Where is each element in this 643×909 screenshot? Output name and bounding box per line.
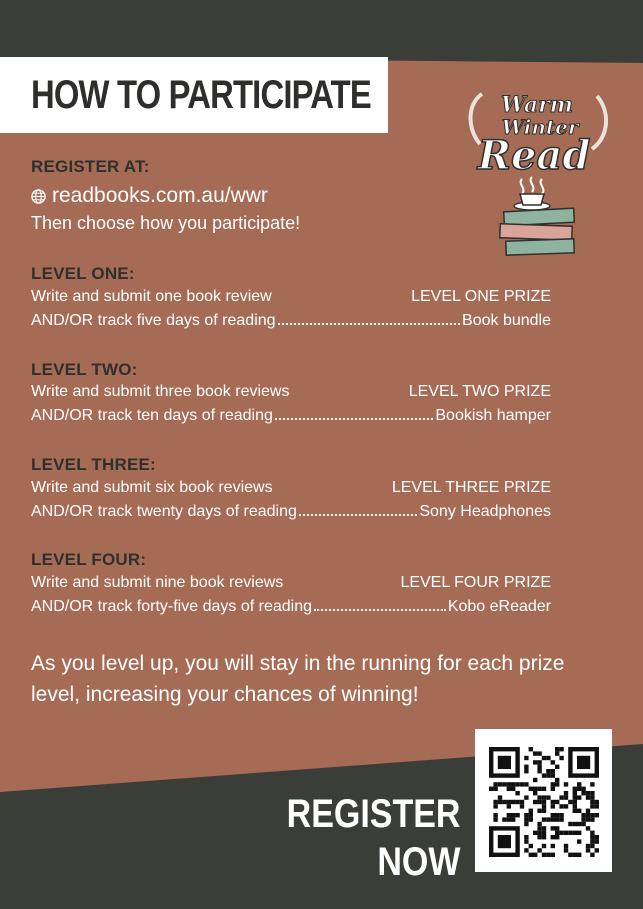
level-track-text: AND/OR track forty-five days of reading (31, 598, 312, 615)
level-review-line (31, 479, 551, 497)
level-track-line (31, 598, 551, 616)
closing-message: As you level up, you will stay in the running for each prize level, increasing your chances of winning! (31, 652, 565, 706)
level-track-line (31, 503, 551, 521)
level-prize-label: LEVEL ONE PRIZE (411, 288, 551, 305)
register-now-cta[interactable] (286, 790, 460, 886)
logo-line-3: Read (477, 132, 591, 179)
leader-dots (275, 418, 433, 420)
page-title: HOW TO PARTICIPATE (31, 73, 371, 117)
globe-icon (31, 189, 46, 204)
register-at-label: REGISTER AT: (31, 157, 150, 176)
level-track-text: AND/OR track twenty days of reading (31, 503, 297, 520)
logo-line-2: Winter (501, 115, 579, 139)
level-review-text: Write and submit six book reviews (31, 479, 273, 496)
level-track-text: AND/OR track ten days of reading (31, 407, 273, 424)
logo-line-1: Warm (501, 92, 573, 118)
coffee-books-icon (462, 84, 612, 264)
leader-dots (278, 323, 460, 325)
register-url-text[interactable]: readbooks.com.au/wwr (52, 184, 268, 207)
cta-line-1[interactable]: REGISTER (286, 792, 460, 836)
level-review-line (31, 574, 551, 592)
leader-dots (314, 609, 446, 611)
level-prize: Kobo eReader (447, 598, 551, 615)
qr-code-image[interactable] (475, 729, 612, 872)
level-prize: Book bundle (462, 312, 551, 329)
cta-line-2[interactable]: NOW (376, 840, 460, 884)
level-prize-label: LEVEL THREE PRIZE (391, 479, 551, 496)
level-review-text: Write and submit one book review (31, 288, 272, 305)
level-prize: Sony Headphones (419, 503, 551, 520)
level-review-text: Write and submit nine book reviews (31, 574, 284, 591)
level-track-line (31, 312, 551, 330)
register-url[interactable] (31, 184, 268, 208)
level-heading: LEVEL THREE: (31, 455, 156, 474)
qr-code[interactable] (475, 729, 612, 872)
level-prize: Bookish hamper (435, 407, 551, 424)
level-track-line (31, 407, 551, 425)
level-review-line (31, 288, 551, 306)
level-prize-label: LEVEL FOUR PRIZE (400, 574, 551, 591)
level-review-line (31, 383, 551, 401)
level-prize-label: LEVEL TWO PRIZE (408, 383, 551, 400)
level-review-text: Write and submit three book reviews (31, 383, 290, 400)
level-heading: LEVEL ONE: (31, 264, 135, 283)
leader-dots (299, 514, 417, 516)
level-heading: LEVEL FOUR: (31, 550, 147, 569)
participate-subtext: Then choose how you participate! (31, 213, 301, 233)
level-track-text: AND/OR track five days of reading (31, 312, 276, 329)
level-heading: LEVEL TWO: (31, 360, 138, 379)
